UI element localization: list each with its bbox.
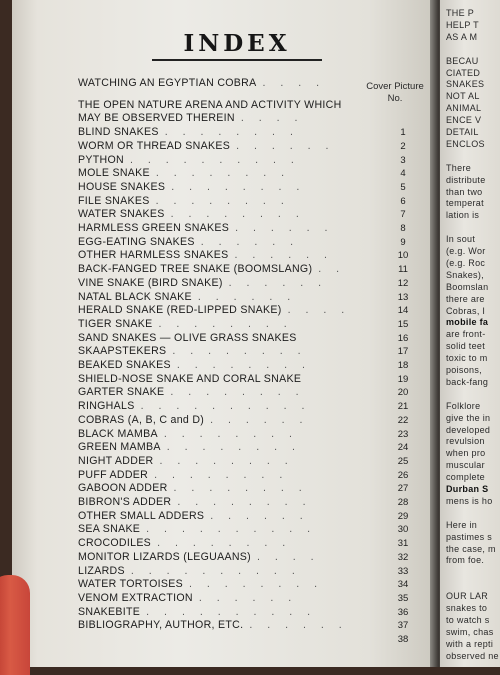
facing-line: developed bbox=[446, 424, 491, 435]
leader-dots: . . . . . . . . bbox=[173, 482, 308, 495]
facing-line: swim, chas bbox=[446, 626, 494, 637]
entry-number: 2 bbox=[400, 140, 406, 152]
entry-number: 35 bbox=[397, 592, 409, 604]
entry-number: 33 bbox=[397, 565, 409, 577]
index-entry bbox=[78, 195, 378, 207]
index-entry bbox=[78, 455, 378, 467]
leader-dots: . . . . . . . . . . bbox=[130, 564, 301, 577]
index-entry bbox=[78, 345, 378, 357]
entry-number: 36 bbox=[397, 606, 409, 618]
index-entry bbox=[78, 249, 378, 261]
leader-dots: . . . . . . . . bbox=[155, 194, 290, 207]
index-entry bbox=[78, 414, 378, 426]
entry-number: 9 bbox=[400, 236, 406, 248]
entry-number: 20 bbox=[397, 387, 409, 399]
leader-dots: . . . . bbox=[257, 550, 320, 563]
facing-line: observed ne bbox=[446, 650, 499, 661]
facing-line: Folklore bbox=[446, 400, 481, 411]
entry-title: VINE SNAKE (BIRD SNAKE) bbox=[78, 276, 223, 289]
leader-dots: . . . . . . . . bbox=[177, 496, 312, 508]
leader-dots: . . . . . . . . bbox=[166, 441, 301, 454]
facing-line: give the in bbox=[446, 412, 491, 423]
facing-line: distribute bbox=[446, 174, 486, 185]
index-entry bbox=[78, 373, 378, 385]
facing-line: In sout bbox=[446, 234, 476, 245]
entry-number: 10 bbox=[397, 250, 409, 262]
entry-number: 32 bbox=[397, 551, 409, 563]
entry-title: RINGHALS bbox=[78, 400, 135, 413]
leader-dots: . . . . . . bbox=[236, 139, 335, 152]
leader-dots: . . . . . . bbox=[198, 591, 298, 604]
entry-title: WATCHING AN EGYPTIAN COBRA bbox=[78, 77, 257, 89]
entry-number: 30 bbox=[397, 524, 409, 536]
entry-title: PUFF ADDER bbox=[78, 468, 149, 481]
index-entry bbox=[78, 304, 378, 316]
index-entry bbox=[78, 167, 378, 179]
entry-number: 38 bbox=[397, 634, 409, 645]
leader-dots: . . . . . . bbox=[210, 413, 309, 426]
facing-line: solid teet bbox=[446, 341, 486, 352]
facing-line: ENCLOS bbox=[446, 138, 485, 149]
index-entry bbox=[78, 126, 378, 138]
index-entry bbox=[78, 277, 378, 289]
facing-line: mobile fa bbox=[446, 317, 489, 328]
entry-number: 29 bbox=[397, 510, 409, 522]
entry-number: 14 bbox=[397, 305, 409, 317]
entry-title: SKAAPSTEKERS bbox=[78, 345, 167, 358]
index-entry bbox=[78, 592, 378, 604]
entry-title: SNAKEBITE bbox=[78, 605, 141, 618]
facing-line: to watch s bbox=[446, 614, 490, 625]
leader-dots: . . . . bbox=[287, 304, 351, 317]
entry-title: HARMLESS GREEN SNAKES bbox=[78, 222, 230, 234]
entry-number: 19 bbox=[397, 373, 409, 385]
facing-line: from foe. bbox=[446, 555, 485, 566]
leader-dots: . . . . . . . . bbox=[176, 359, 311, 371]
leader-dots: . . . . . . bbox=[200, 235, 300, 248]
entry-number: 8 bbox=[400, 223, 406, 234]
facing-line: THE P bbox=[446, 8, 475, 18]
entry-number: 17 bbox=[397, 346, 409, 358]
index-page bbox=[12, 0, 432, 667]
cover-picture-label: Cover Picture bbox=[366, 81, 424, 92]
leader-dots: . . . . . . . . . . bbox=[129, 153, 300, 166]
facing-line: DETAIL bbox=[446, 127, 479, 137]
entry-title: CROCODILES bbox=[78, 537, 152, 550]
entry-title: FILE SNAKES bbox=[78, 194, 150, 207]
entry-title: BEAKED SNAKES bbox=[78, 359, 171, 371]
entry-number: 25 bbox=[397, 455, 409, 467]
facing-line: than two bbox=[446, 186, 483, 197]
index-entry bbox=[78, 565, 378, 577]
entry-title: GREEN MAMBA bbox=[78, 441, 161, 454]
facing-line: snakes to bbox=[446, 603, 488, 613]
facing-line: (e.g. Roc bbox=[446, 257, 486, 268]
entry-title: SAND SNAKES — OLIVE GRASS SNAKES bbox=[78, 331, 297, 344]
leader-dots: . . . . . . bbox=[234, 249, 333, 262]
entry-title: OTHER HARMLESS SNAKES bbox=[78, 249, 229, 262]
facing-line: lation is bbox=[446, 210, 480, 221]
index-entry bbox=[78, 318, 378, 330]
leader-dots: . . bbox=[318, 263, 346, 276]
entry-title: NIGHT ADDER bbox=[78, 454, 154, 467]
facing-line: toxic to m bbox=[446, 353, 488, 364]
entry-number: 24 bbox=[397, 442, 409, 454]
entry-number: 15 bbox=[397, 318, 409, 330]
index-entry bbox=[78, 523, 378, 535]
entry-title: MOLE SNAKE bbox=[78, 167, 150, 180]
facing-line: CIATED bbox=[446, 67, 481, 78]
entry-number: 37 bbox=[397, 620, 409, 632]
facing-line: temperat bbox=[446, 198, 484, 209]
facing-line: the case, m bbox=[446, 543, 496, 554]
index-entry bbox=[78, 537, 378, 549]
index-entry bbox=[78, 77, 378, 89]
entry-title: SHIELD-NOSE SNAKE AND CORAL SNAKE bbox=[78, 372, 302, 385]
entry-title: OTHER SMALL ADDERS bbox=[78, 509, 205, 522]
facing-line: Snakes), bbox=[446, 269, 484, 280]
entry-title: BACK-FANGED TREE SNAKE (BOOMSLANG) bbox=[78, 263, 313, 276]
entry-number: 3 bbox=[400, 154, 406, 166]
entry-title: MAY BE OBSERVED THEREIN bbox=[78, 112, 235, 125]
leader-dots: . . . . . . bbox=[249, 619, 348, 632]
facing-line: AS A M bbox=[446, 31, 478, 42]
facing-line: pastimes s bbox=[446, 531, 493, 542]
entry-title: EGG-EATING SNAKES bbox=[78, 235, 195, 248]
index-entry bbox=[78, 332, 378, 344]
leader-dots: . . . . . . . . . . bbox=[146, 523, 317, 536]
leader-dots: . . . . . . . . . . bbox=[146, 605, 317, 618]
entry-number: 18 bbox=[397, 360, 409, 371]
leader-dots: . . . . . . . . bbox=[164, 126, 299, 139]
leader-dots: . . . . . . . . bbox=[159, 454, 294, 467]
leader-dots: . . . . bbox=[240, 112, 304, 125]
entry-number: 27 bbox=[397, 483, 409, 495]
entry-title: WATER TORTOISES bbox=[78, 578, 183, 591]
entry-number: 34 bbox=[397, 579, 409, 591]
index-entry bbox=[78, 400, 378, 412]
index-entry bbox=[78, 469, 378, 481]
entry-number: 5 bbox=[400, 181, 406, 193]
entry-title: COBRAS (A, B, C and D) bbox=[78, 413, 205, 426]
index-entry bbox=[78, 181, 378, 193]
facing-line: There bbox=[446, 162, 472, 173]
facing-page bbox=[440, 0, 500, 667]
leader-dots: . . . . . . . . bbox=[155, 167, 291, 180]
facing-line: Cobras, I bbox=[446, 305, 486, 316]
facing-line: poisons, bbox=[446, 365, 482, 375]
facing-line: Here in bbox=[446, 519, 478, 530]
index-entry bbox=[78, 140, 378, 152]
entry-title: SEA SNAKE bbox=[78, 523, 141, 536]
leader-dots: . . . . . . . . bbox=[172, 345, 307, 358]
leader-dots: . . . . . . bbox=[197, 290, 297, 303]
entry-title: WATER SNAKES bbox=[78, 208, 165, 221]
entry-title: VENOM EXTRACTION bbox=[78, 591, 193, 604]
index-entry bbox=[78, 441, 378, 453]
facing-line: are front- bbox=[446, 329, 486, 340]
facing-line: Boomslan bbox=[446, 281, 489, 292]
entry-title: HOUSE SNAKES bbox=[78, 180, 166, 193]
index-entry bbox=[78, 208, 378, 220]
facing-line: ANIMAL bbox=[446, 103, 482, 114]
leader-dots: . . . . . . bbox=[228, 276, 328, 289]
entry-title: BIBLIOGRAPHY, AUTHOR, ETC. bbox=[78, 619, 244, 632]
facing-line: revulsion bbox=[446, 436, 485, 447]
facing-line: mens is ho bbox=[446, 495, 493, 506]
facing-line: with a repti bbox=[446, 638, 494, 649]
entry-title: MONITOR LIZARDS (LEGUAANS) bbox=[78, 550, 252, 563]
entry-title: HERALD SNAKE (RED-LIPPED SNAKE) bbox=[78, 304, 282, 317]
entry-title: BLIND SNAKES bbox=[78, 126, 159, 139]
entry-number: 4 bbox=[400, 168, 406, 180]
leader-dots: . . . . . . . . bbox=[163, 427, 298, 440]
index-entry bbox=[78, 263, 378, 275]
entry-number: 13 bbox=[397, 291, 409, 303]
index-entry bbox=[78, 551, 378, 563]
leader-dots: . . . . . . bbox=[210, 509, 309, 522]
index-entry bbox=[78, 578, 378, 590]
entry-number: 26 bbox=[397, 469, 409, 481]
index-entry bbox=[78, 112, 378, 124]
entry-number: 31 bbox=[397, 538, 409, 550]
entry-title: GABOON ADDER bbox=[78, 482, 168, 495]
index-entry bbox=[78, 222, 378, 234]
entry-title: WORM OR THREAD SNAKES bbox=[78, 139, 231, 152]
entry-number: 1 bbox=[400, 127, 406, 139]
leader-dots: . . . . . . . . bbox=[154, 468, 289, 481]
index-entry bbox=[78, 359, 378, 371]
leader-dots: . . . . . . bbox=[235, 222, 334, 234]
entry-title: BLACK MAMBA bbox=[78, 427, 158, 440]
entry-title: BIBRON'S ADDER bbox=[78, 496, 172, 508]
entry-number: 23 bbox=[397, 428, 409, 440]
entry-number: 6 bbox=[400, 195, 406, 207]
thumb bbox=[0, 575, 30, 675]
entry-title: LIZARDS bbox=[78, 564, 125, 577]
no-label: No. bbox=[387, 93, 403, 104]
leader-dots: . . . . . . . . bbox=[188, 578, 324, 591]
facing-line: there are bbox=[446, 293, 485, 304]
entry-title: GARTER SNAKE bbox=[78, 386, 165, 399]
facing-line: Durban S bbox=[446, 484, 489, 494]
leader-dots: . . . . . . . . bbox=[158, 317, 293, 330]
index-entry bbox=[78, 236, 378, 248]
entry-title: TIGER SNAKE bbox=[78, 317, 153, 330]
title-underline bbox=[152, 59, 322, 61]
facing-line: back-fang bbox=[446, 376, 489, 387]
index-entry bbox=[78, 510, 378, 522]
entry-number: 7 bbox=[400, 209, 406, 221]
index-entry bbox=[78, 154, 378, 166]
facing-line: HELP T bbox=[446, 19, 479, 30]
facing-line: muscular bbox=[446, 460, 485, 471]
leader-dots: . . . . bbox=[262, 77, 326, 89]
leader-dots: . . . . . . . . bbox=[157, 537, 292, 550]
leader-dots: . . . . . . . . bbox=[171, 180, 306, 193]
leader-dots: . . . . . . . . bbox=[170, 208, 305, 221]
index-entry bbox=[78, 291, 378, 303]
facing-line: complete bbox=[446, 472, 485, 483]
facing-line: OUR LAR bbox=[446, 591, 489, 602]
entry-number: 11 bbox=[398, 264, 408, 276]
index-entry bbox=[78, 99, 378, 111]
page-title: INDEX bbox=[183, 30, 291, 57]
facing-line: when pro bbox=[446, 448, 486, 459]
index-entry bbox=[78, 482, 378, 494]
facing-line: NOT AL bbox=[446, 91, 480, 102]
entry-number: 28 bbox=[397, 497, 409, 508]
entry-number: 21 bbox=[397, 401, 409, 413]
facing-line: (e.g. Wor bbox=[446, 246, 486, 256]
facing-line: ENCE V bbox=[446, 115, 482, 126]
leader-dots: . . . . . . . . bbox=[170, 386, 305, 399]
index-entry bbox=[78, 496, 378, 508]
index-entry bbox=[78, 619, 378, 631]
index-entry bbox=[78, 428, 378, 440]
index-entry bbox=[78, 606, 378, 618]
leader-dots: . . . . . . . . . . bbox=[140, 400, 311, 413]
index-entry bbox=[78, 386, 378, 398]
entry-title: PYTHON bbox=[78, 153, 124, 166]
entry-number: 16 bbox=[397, 332, 409, 344]
entry-title: NATAL BLACK SNAKE bbox=[78, 290, 192, 303]
facing-line: BECAU bbox=[446, 55, 479, 66]
entry-number: 22 bbox=[397, 414, 409, 426]
entry-title: THE OPEN NATURE ARENA AND ACTIVITY WHICH bbox=[78, 98, 342, 111]
entry-number: 12 bbox=[397, 277, 409, 289]
facing-line: SNAKES bbox=[446, 79, 485, 90]
